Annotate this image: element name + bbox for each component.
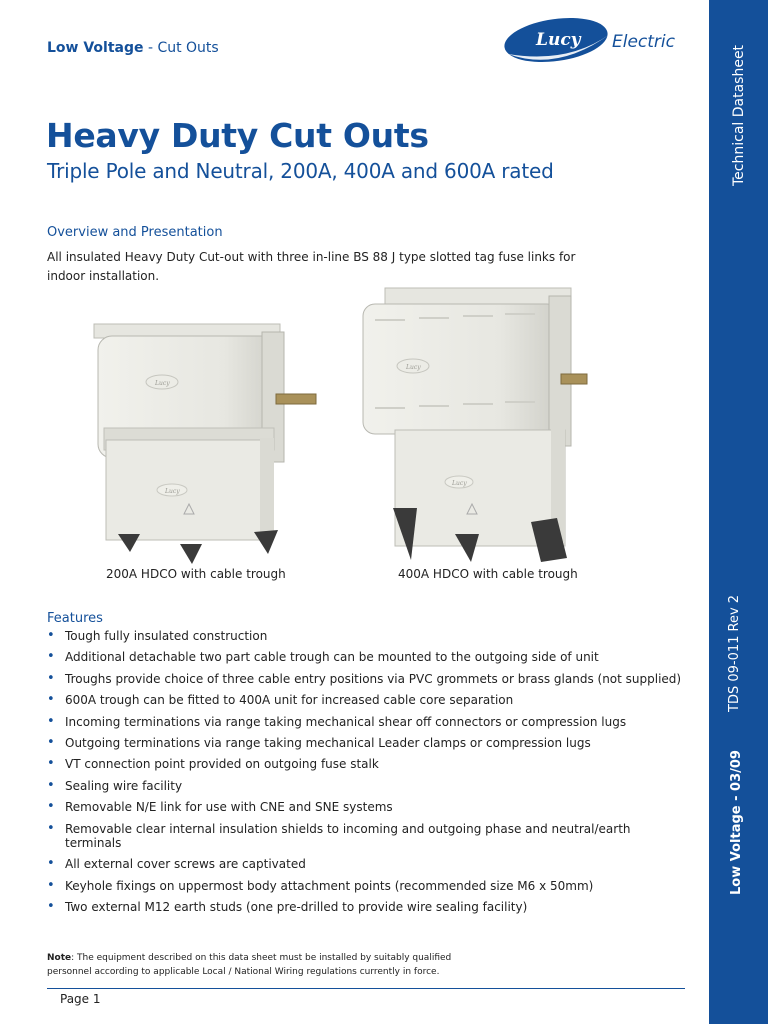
breadcrumb [47,40,219,56]
logo-lucy-text: Lucy [536,30,581,50]
overview-heading: Overview and Presentation [47,225,223,240]
feature-item: • Keyhole fixings on uppermost body attachment points (recommended size M6 x 50mm) [47,879,687,894]
lucy-electric-logo [498,14,688,70]
breadcrumb-sub: Cut Outs [157,40,219,56]
note-text: : The equipment described on this data sheet must be installed by suitably qualified personnel according to applicable Local / National Wiring regulations currently in force. [47,953,452,977]
page-title: Heavy Duty Cut Outs [46,116,429,155]
logo-mark-icon [498,14,688,70]
logo-electric-text: Electric [612,32,675,52]
page-subtitle: Triple Pole and Neutral, 200A, 400A and 600A rated [47,159,554,183]
product-caption-200a: 200A HDCO with cable trough [106,567,286,581]
overview-text: All insulated Heavy Duty Cut-out with three in-line BS 88 J type slotted tag fuse links for indoor installation. [47,250,576,283]
product-image-200a [84,318,324,568]
feature-item: • All external cover screws are captivated [47,857,687,872]
doc-type-label: Technical Datasheet [731,44,747,186]
feature-item: • Removable clear internal insulation shields to incoming and outgoing phase and neutral/earth terminals [47,822,647,851]
features-heading: Features [47,611,103,626]
feature-item: • Removable N/E link for use with CNE and SNE systems [47,800,687,815]
feature-item: • Incoming terminations via range taking mechanical shear off connectors or compression lugs [47,715,687,730]
feature-item: • 600A trough can be fitted to 400A unit for increased cable core separation [47,693,687,708]
footer-divider [47,988,685,989]
page-number: Page 1 [60,992,101,1006]
doc-ref-label: TDS 09-011 Rev 2 [727,594,742,712]
product-2-badge: Lucy [406,364,421,371]
feature-item: • Outgoing terminations via range taking mechanical Leader clamps or compression lugs [47,736,687,751]
product-2-badge-lower: Lucy [452,480,467,487]
feature-item: • Sealing wire facility [47,779,687,794]
feature-item: • VT connection point provided on outgoing fuse stalk [47,757,687,772]
feature-item: • Troughs provide choice of three cable entry positions via PVC grommets or brass glands (not supplied) [47,672,687,687]
product-1-badge-lower: Lucy [165,488,180,495]
product-1-badge: Lucy [155,380,170,387]
breadcrumb-section: Low Voltage [47,40,144,56]
sidebar-band [709,0,768,1024]
product-image-400a [355,282,625,572]
note-label: Note [47,953,72,963]
feature-item: • Two external M12 earth studs (one pre-drilled to provide wire sealing facility) [47,900,687,915]
features-list [47,629,687,922]
doc-section-label: Low Voltage - 03/09 [729,750,744,895]
feature-item: • Tough fully insulated construction [47,629,687,644]
installation-note [47,951,497,979]
product-caption-400a: 400A HDCO with cable trough [398,567,578,581]
breadcrumb-separator: - [143,40,158,56]
feature-item: • Additional detachable two part cable trough can be mounted to the outgoing side of unit [47,650,687,665]
